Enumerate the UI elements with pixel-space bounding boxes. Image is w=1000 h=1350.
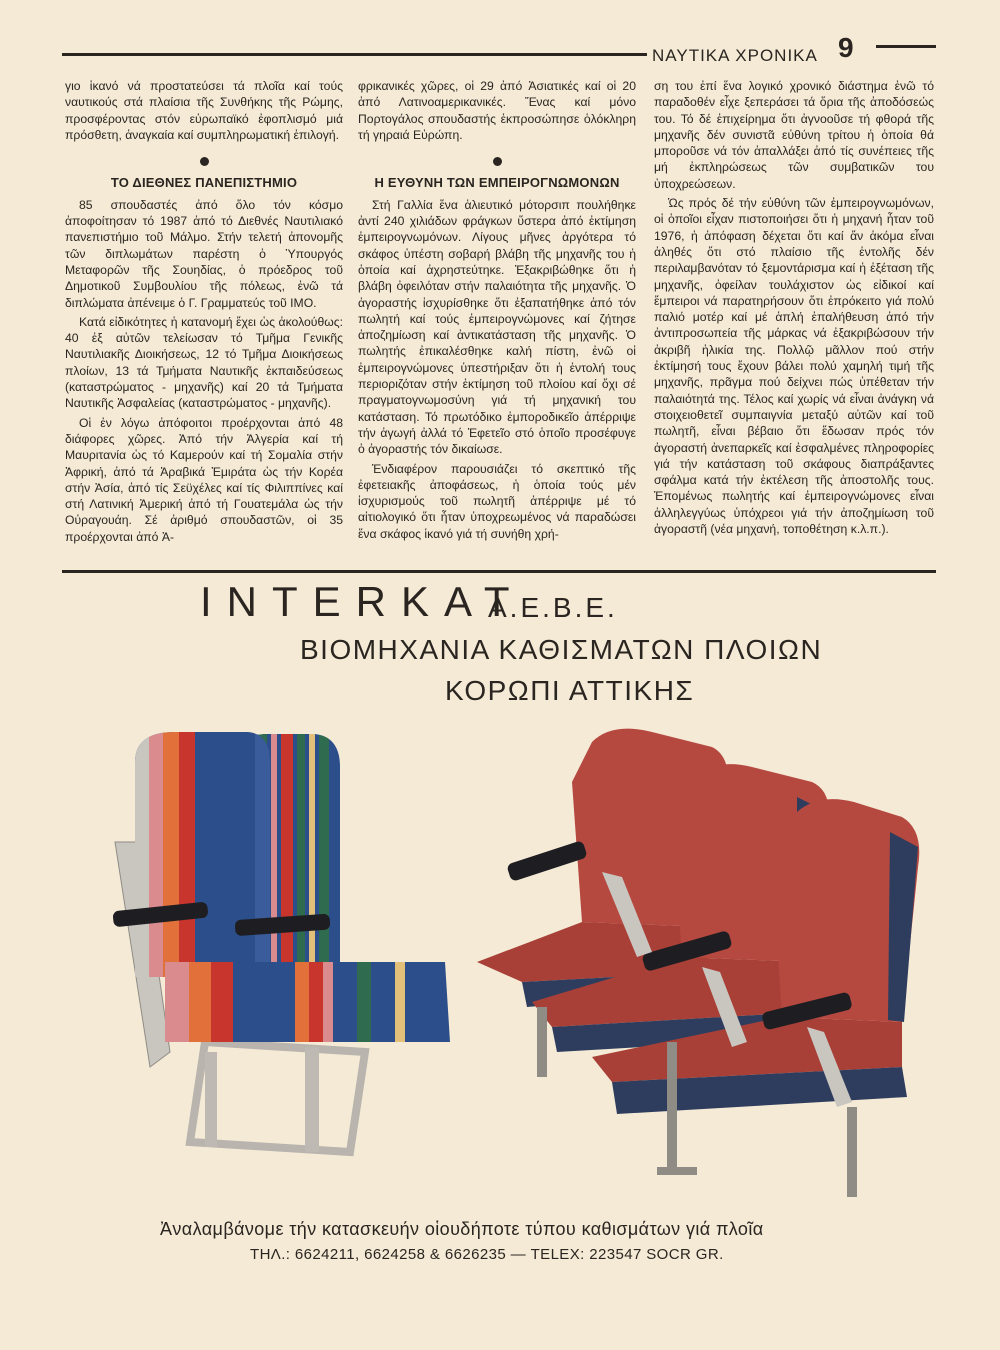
column-3-paragraph: Ὡς πρός δέ τήν εὐθύνη τῶν ἐμπειρογνωμόνων, οἱ ὁποῖοι εἶχαν πιστοποιήσει ὅτι ἡ μηχανή ἦταν τοῦ 1976, ἡ ἀπόφαση δέχεται ὅτι καί ἄν ἀκόμα εἶναι ἀληθές ὅτι στό πλαίσιο τῆς ἐντολῆς δέν περιλαμβανόταν τό ξεμοντάρισμα καί ἡ ἐξέταση τῆς μηχανῆς, ὀφείλαν τουλάχιστον ὡς εἰδικοί καί ἔμπειροι νά παρατηρήσουν ὅτι ἐπρόκειτο γιά πολύ παλιό μοτέρ καί μέ ἁπλή ἐπαλήθευση ἀπό τήν ἀντιπροσωπεία τῆς μάρκας νά ἐξακριβώσουν τήν ἀκριβῆ ἡλικία της. Πολλῷ μᾶλλον πού στήν ἐκτίμησή τους ἔχουν βάλει πολύ χαμηλή τιμή τῆς μηχανῆς, πρᾶγμα πού δείχνει πώς ὑπέθεταν τήν παλαιότητά της. Τέλος καί χωρίς νά εἶναι ἀνάγκη νά στοιχειοθετεῖ συμπαιγνία μεταξύ αὐτῶν καί τοῦ πωλητῆ, εἶναι βέβαιο ὅτι ἔδωσαν πρός τόν ἀγοραστή ἀνεπαρκεῖς καί ἐσφαλμένες πληροφορίες γιά τήν κατάσταση τοῦ σκάφους διαπράξαντες σφάλμα κατά τήν ἐκτέλεση τῆς ἀποστολῆς τους. Ἐπομένως πωλητής καί ἐμπειρογνώμονες εἶναι ἀλληλεγγύως ὑπόχρεοι γιά τήν ἀποζημίωση τοῦ ἀγοραστῆ (νέα μηχανή, τοποθέτηση κ.λ.π.). <box>654 196 934 537</box>
ad-subtitle: ΒΙΟΜΗΧΑΝΙΑ ΚΑΘΙΣΜΑΤΩΝ ΠΛΟΙΩΝ <box>300 634 823 665</box>
magazine-title: ΝΑΥΤΙΚΑ ΧΡΟΝΙΚΑ <box>652 46 818 65</box>
column-1-intro: γιο ἱκανό νά προστατεύσει τά πλοῖα καί τούς ναυτικούς στά πλαίσια τῆς Συνθήκης τῆς Ρώμης, προσφέροντας στόν εὐρωπαϊκό ἐφοπλισμό μιά πρόσθετη, ἀναγκαία καί συμπληρωματική ἐπιλογή. <box>65 79 343 142</box>
column-2-paragraph: Ἐνδιαφέρον παρουσιάζει τό σκεπτικό τῆς ἐφετειακῆς ἀποφάσεως, ἡ ὁποία τούς μέν ἰσχυρισμούς τοῦ πωλητῆ ἀπέρριψε μέ τό αἰτιολογικό ὅτι ἦταν ὑποχρεωμένος νά παραδώσει ἕνα σκάφος ἱκανό γιά τή συνήθη χρή- <box>358 461 636 541</box>
header-rule-left <box>62 53 647 56</box>
column-1-paragraph: Κατά εἰδικότητες ἡ κατανομή ἔχει ὡς ἀκολούθως: 40 ἐξ αὐτῶν τελείωσαν τό Τμῆμα Γενικῆς Ναυτιλιακῆς Διοικήσεως, 12 τό Τμῆμα Διοικήσεως πλοίων, 13 τά Τμήματα Ναυτικῆς ἐκπαιδεύσεως (καταστρώματος - μηχανῆς) καί 20 τά Τμήματα Ναυτικῆς Ἀσφαλείας (καταστρώματος - μηχανῆς). <box>65 314 343 411</box>
ad-location: ΚΟΡΩΠΙ ΑΤΤΙΚΗΣ <box>445 675 695 706</box>
ad-brand-name: INTERKAT <box>200 578 525 625</box>
article-column-1 <box>65 78 343 548</box>
column-2-paragraph: Στή Γαλλία ἕνα ἁλιευτικό μότορσιπ πουλήθηκε ἀντί 240 χιλιάδων φράγκων ὕστερα ἀπό ἐκτίμηση ἐμπειρογνωμόνων. Λίγους μῆνες ἀργότερα τό σκάφος ὑπέστη σοβαρή βλάβη τῆς μηχανῆς του ἡ ὁποία καί ἀχρηστεύτηκε. Ἐξακριβώθηκε ὅτι ἡ βλάβη ὀφειλόταν στήν παλαιότητα τῆς μηχανῆς. Ὁ ἀγοραστής ἰσχυρίσθηκε ὅτι ἐξαπατήθηκε ἀπό τόν πωλητή καί τούς ἐμπειρογνώμονες καί ζήτησε ἀποζημίωση καί ἀντικατάσταση τῆς μηχανῆς. Ὁ πωλητής ἐπικαλέσθηκε καλή πίστη, ἐνῶ οἱ ἐμπειρογνώμονες ὑπεστήριξαν ὅτι ἡ ἐντολή τους περιοριζόταν στήν ἐκτίμηση τοῦ πλοίου καί ὄχι σέ πραγματογνωμοσύνη γιά τή μηχανική του κατάσταση. Τό πρωτόδικο ἐμποροδικεῖο ἀπέρριψε τήν ἀγωγή ἀλλά τό Ἐφετεῖο στό ὁποῖο προσέφυγε ὁ ἀγοραστής τόν δικαίωσε. <box>358 197 636 457</box>
column-1-paragraph: Οἱ ἐν λόγω ἀπόφοιτοι προέρχονται ἀπό 48 διάφορες χῶρες. Ἀπό τήν Ἀλγερία καί τή Μαυριτανία ὡς τό Καμερούν καί τή Σομαλία στήν Ἀφρική, ἀπό τά Ἀραβικά Ἐμιράτα ὡς τήν Κορέα στήν Ἀσία, ἀπό τίς Σεϋχέλες καί τίς Φιλιππίνες καί στή Λατινική Ἀμερική ἀπό τή Γουατεμάλα ὡς τήν Οὐραγουάη. Σέ ἀριθμό σπουδαστῶν, οἱ 35 προέρχονται ἀπό Ἀ- <box>65 415 343 544</box>
striped-seats-photo <box>95 722 475 1162</box>
ad-tagline: Ἀναλαμβάνομε τήν κατασκευήν οἱουδήποτε τύπου καθισμάτων γιά πλοῖα <box>160 1219 764 1239</box>
column-1-paragraph: 85 σπουδαστές ἀπό ὅλο τόν κόσμο ἀποφοίτησαν τό 1987 ἀπό τό Διεθνές Ναυτιλιακό πανεπιστήμιο τοῦ Μάλμο. Στήν τελετή ἀπονομῆς τῶν διπλωμάτων παρέστη ὁ Ὑπουργός Μεταφορῶν τῆς Σουηδίας, ὁ πρόεδρος τοῦ Δημοτικοῦ Συμβουλίου τῆς πόλεως, ἐνῶ τά διπλώματα ἀπένειμε ὁ Γ. Γραμματεύς τοῦ ΙΜΟ. <box>65 197 343 310</box>
section-divider <box>62 570 936 573</box>
section-bullet <box>65 153 343 169</box>
column-3-intro: ση του ἐπί ἕνα λογικό χρονικό διάστημα ἐνῶ τό παραδοθέν εἶχε ξεπεράσει τά ὅρια τῆς ἀποδόσεώς του. Τό δέ ἐπιχείρημα ὅτι ἀγνοοῦσε τή φθορά τῆς μηχανῆς δέν συνιστᾶ εὐθύνη τρίτου ἡ ὁποία θά μποροῦσε νά τόν ἀπαλλάξει ἀπό τίς συνέπειες τῆς μή ἐκπληρώσεως τῶν συμβατικῶν του ὑποχρεώσεων. <box>654 79 934 191</box>
article-column-3 <box>654 78 934 540</box>
header-rule-right <box>876 45 936 48</box>
leather-seats-photo <box>462 722 932 1207</box>
section-bullet <box>358 153 636 169</box>
heading-experts-liability: Η ΕΥΘΥΝΗ ΤΩΝ ΕΜΠΕΙΡΟΓΝΩΜΟΝΩΝ <box>374 175 620 191</box>
column-2-intro: φρικανικές χῶρες, οἱ 29 ἀπό Ἀσιατικές καί οἱ 20 ἀπό Λατινοαμερικανικές. Ἕνας καί μόνο Πορτογάλος σπουδαστής ἐκπροσώπησε ὁλόκληρη τή γηραιά Εὐρώπη. <box>358 79 636 142</box>
page-number: 9 <box>838 32 854 63</box>
ad-contact: ΤΗΛ.: 6624211, 6624258 & 6626235 — TELEX: 223547 SOCR GR. <box>250 1246 724 1263</box>
ad-company-type: Α.Ε.Β.Ε. <box>488 592 618 623</box>
article-column-2 <box>358 78 636 545</box>
heading-international-university: ΤΟ ΔΙΕΘΝΕΣ ΠΑΝΕΠΙΣΤΗΜΙΟ <box>110 175 298 191</box>
